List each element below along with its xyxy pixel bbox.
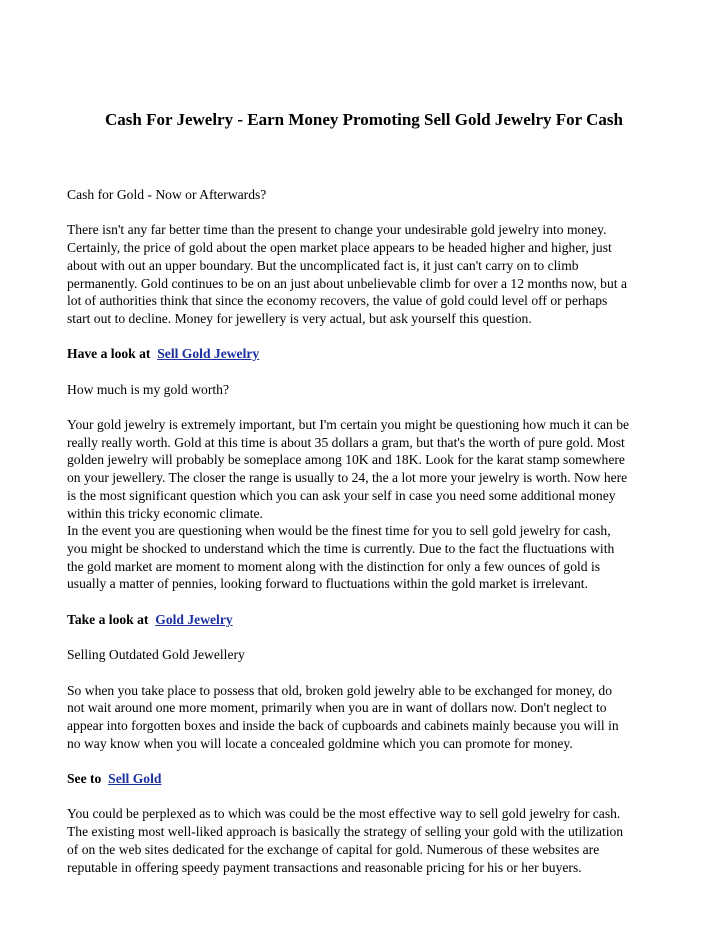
- paragraph-line: Certainly, the price of gold about the open market place appears to be headed higher and higher, just: [67, 240, 612, 256]
- paragraph-line: So when you take place to possess that old, broken gold jewelry able to be exchanged for money, do: [67, 682, 612, 698]
- paragraph-line: the gold market are moment to moment along with the distinction for only a few ounces of gold is: [67, 558, 601, 574]
- paragraph-line: is the most significant question which you can ask your self in case you need some additional money: [67, 487, 616, 503]
- section-heading-gold-worth: How much is my gold worth?: [67, 381, 229, 397]
- paragraph-3: [67, 522, 663, 593]
- link-prefix: See to: [67, 771, 102, 787]
- link-paragraph-1: [67, 345, 663, 363]
- paragraph-line: really really worth. Gold at this time is about 35 dollars a gram, but that's the worth of pure gold. Most: [67, 434, 625, 450]
- paragraph-5: [67, 805, 663, 876]
- paragraph-line: about with out an upper boundary. But the uncomplicated fact is, it just can't carry on to climb: [67, 257, 579, 273]
- link-paragraph-3: [67, 770, 663, 788]
- paragraph-2: [67, 416, 663, 522]
- paragraph-line: on your jewellery. The closer the range is usually to 24, the a lot more your jewelry is worth. Now here: [67, 470, 628, 486]
- gold-jewelry-link[interactable]: Gold Jewelry: [155, 611, 233, 627]
- paragraph-line: golden jewelry will probably be someplace among 10K and 18K. Look for the karat stamp somewhere: [67, 452, 625, 468]
- sell-gold-jewelry-link[interactable]: Sell Gold Jewelry: [157, 346, 260, 362]
- paragraph-line: permanently. Gold continues to be on an just about unbelievable climb for over a 12 months now, but a: [67, 275, 627, 291]
- paragraph-line: lot of authorities think that since the economy recovers, the value of gold could level off or perhaps: [67, 293, 608, 309]
- paragraph-line: not wait around one more moment, primarily when you are in want of dollars now. Don't neglect to: [67, 700, 607, 716]
- paragraph-line: of on the web sites dedicated for the exchange of capital for gold. Numerous of these websites are: [67, 841, 600, 857]
- paragraph-line: There isn't any far better time than the present to change your undesirable gold jewelry into money.: [67, 222, 607, 238]
- link-prefix: Take a look at: [67, 611, 149, 627]
- paragraph-4: [67, 682, 663, 753]
- paragraph-line: no way know when you will locate a concealed goldmine which you can promote for money.: [67, 735, 573, 751]
- document-body: [67, 186, 663, 894]
- paragraph-line: The existing most well-liked approach is basically the strategy of selling your gold with the utilization: [67, 824, 624, 840]
- sell-gold-link[interactable]: Sell Gold: [108, 771, 162, 787]
- paragraph-line: appear into forgotten boxes and inside the back of cupboards and cabinets mainly because you will in: [67, 717, 619, 733]
- paragraph-line: usually a matter of pennies, looking forward to fluctuations within the gold market is irrelevant.: [67, 576, 588, 592]
- paragraph-line: start out to decline. Money for jewellery is very actual, but ask yourself this question.: [67, 310, 532, 326]
- paragraph-line: reputable in offering speedy payment transactions and reasonable pricing for his or her buyers.: [67, 859, 582, 875]
- section-heading-selling-outdated: Selling Outdated Gold Jewellery: [67, 647, 245, 663]
- paragraph-line: Your gold jewelry is extremely important, but I'm certain you might be questioning how much it can be: [67, 417, 630, 433]
- link-prefix: Have a look at: [67, 346, 151, 362]
- page-title: Cash For Jewelry - Earn Money Promoting Sell Gold Jewelry For Cash: [105, 110, 623, 129]
- paragraph-line: You could be perplexed as to which was could be the most effective way to sell gold jewelry for cash.: [67, 806, 621, 822]
- paragraph-1: [67, 221, 663, 327]
- paragraph-line: you might be shocked to understand which the time is currently. Due to the fact the fluctuations with: [67, 541, 615, 556]
- paragraph-line: In the event you are questioning when would be the finest time for you to sell gold jewelry for cash,: [67, 523, 611, 539]
- link-paragraph-2: [67, 611, 663, 629]
- section-heading-cash-for-gold: Cash for Gold - Now or Afterwards?: [67, 187, 267, 202]
- paragraph-line: within this tricky economic climate.: [67, 505, 263, 521]
